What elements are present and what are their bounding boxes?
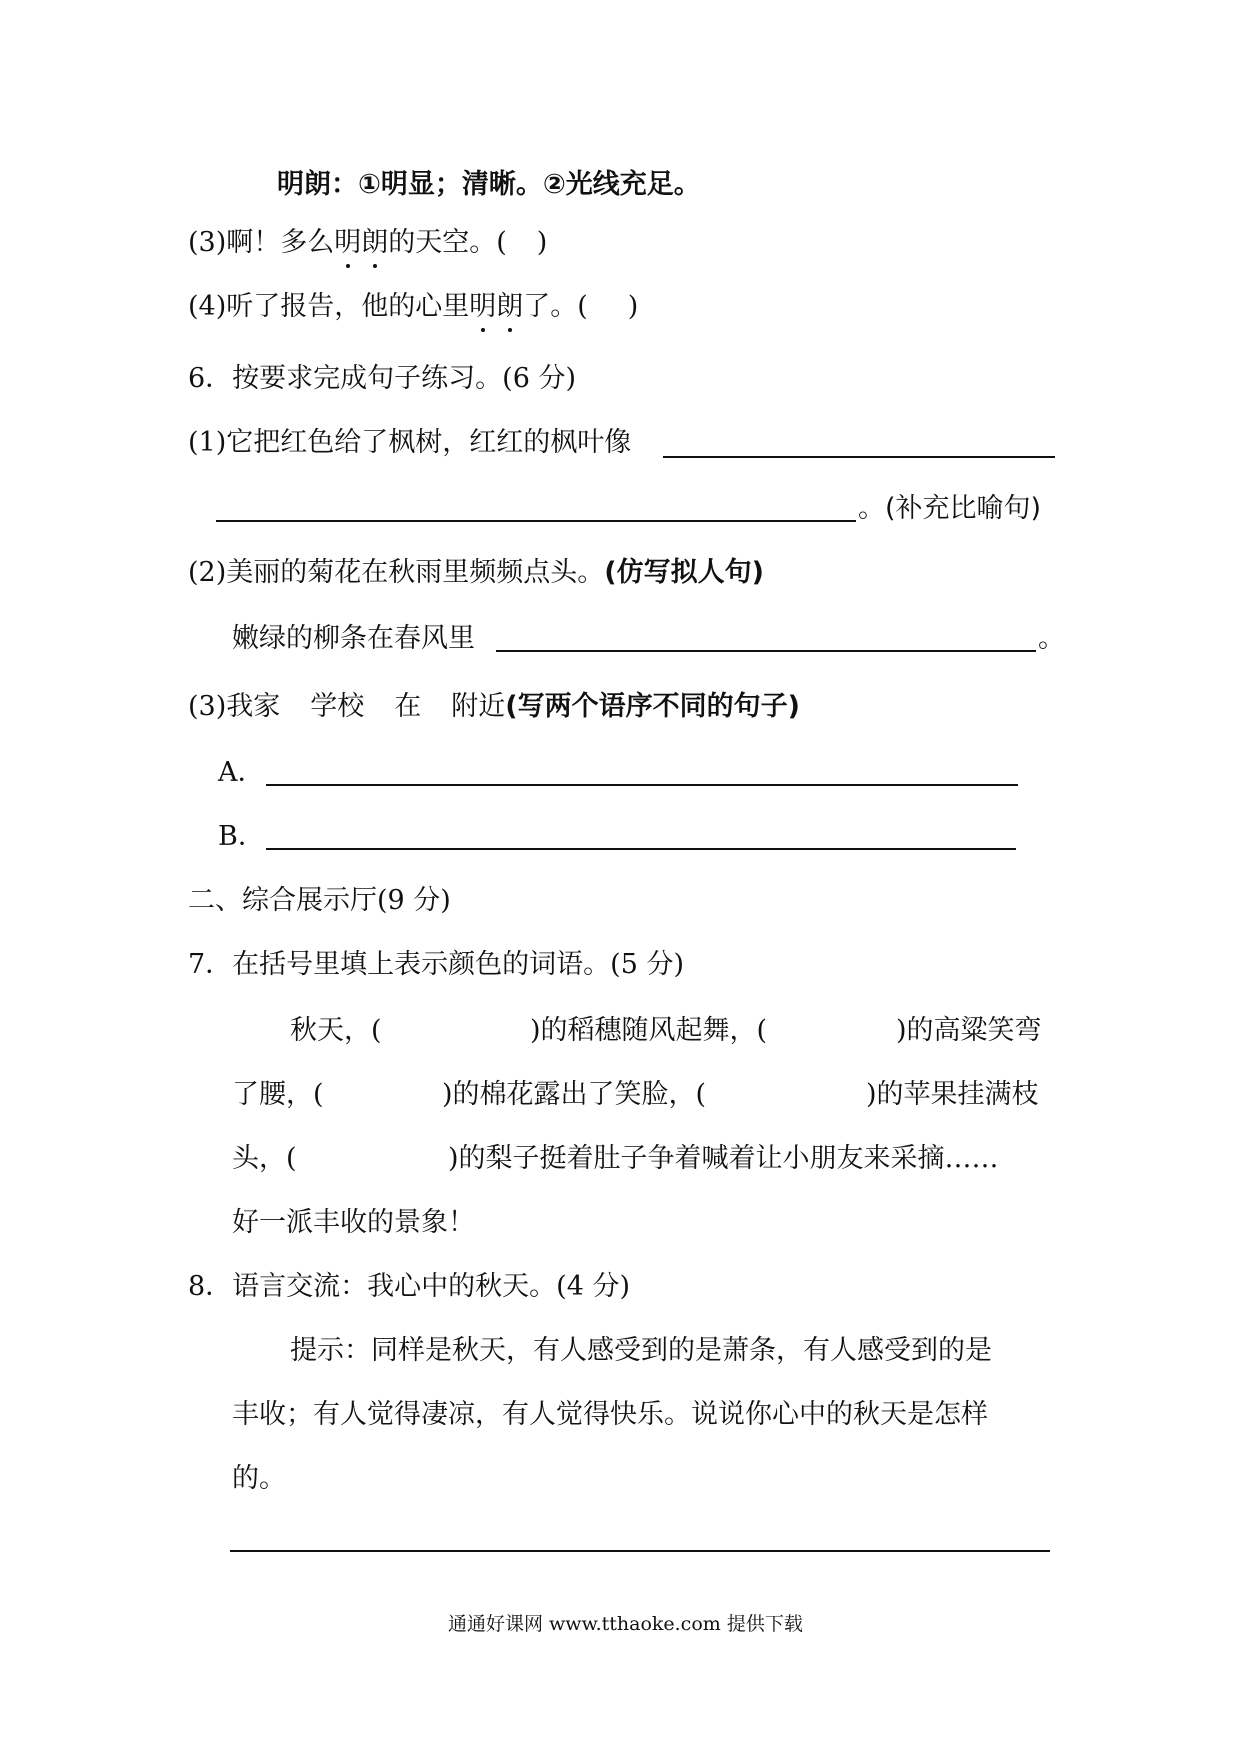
q8-hint-line-1: 提示：同样是秋天，有人感受到的是萧条，有人感受到的是 bbox=[290, 1335, 992, 1366]
q7-line-2b: )的棉花露出了笑脸，( bbox=[442, 1079, 707, 1110]
definition-term: 明朗： bbox=[277, 169, 358, 200]
q6-sentence-3-note: (写两个语序不同的句子) bbox=[505, 691, 800, 722]
answer-paren-close: ) bbox=[627, 291, 639, 322]
question-3-line bbox=[188, 226, 547, 260]
answer-blank-q8[interactable] bbox=[230, 1550, 1050, 1552]
definition-meanings: ①明显；清晰。②光线充足。 bbox=[358, 169, 701, 200]
q7-line-4: 好一派丰收的景象！ bbox=[232, 1207, 475, 1238]
section-2-title: 二、综合展示厅(9 分) bbox=[188, 885, 451, 916]
q7-line-3b: )的梨子挺着肚子争着喊着让小朋友来采摘…… bbox=[448, 1143, 999, 1174]
answer-paren-close: ) bbox=[536, 227, 548, 258]
question-6-title: 6．按要求完成句子练习。(6 分) bbox=[188, 363, 577, 394]
q7-line-3a: 头，( bbox=[232, 1143, 297, 1174]
definition-line bbox=[277, 168, 701, 202]
q6-sentence-1-note: 。(补充比喻句) bbox=[858, 493, 1042, 524]
q8-hint-line-2: 丰收；有人觉得凄凉，有人觉得快乐。说说你心中的秋天是怎样 bbox=[232, 1399, 988, 1430]
word-card: 附近 bbox=[451, 691, 506, 722]
q7-line-2a: 了腰，( bbox=[232, 1079, 324, 1110]
answer-label-b: B． bbox=[218, 821, 265, 852]
word-card: 在 bbox=[394, 691, 422, 722]
word-card: 学校 bbox=[310, 691, 365, 722]
q6-sentence-3-line bbox=[188, 690, 800, 724]
question-3-prefix: (3)啊！多么 bbox=[188, 227, 335, 258]
question-4-line bbox=[188, 290, 638, 324]
answer-blank-a[interactable] bbox=[266, 784, 1018, 786]
q7-line-2c: )的苹果挂满枝 bbox=[866, 1079, 1039, 1110]
answer-blank-2[interactable] bbox=[496, 650, 1036, 652]
question-4-prefix: (4)听了报告，他的心里 bbox=[188, 291, 470, 322]
footer-text: 通通好课网 www.tthaoke.com 提供下载 bbox=[448, 1613, 803, 1635]
word-card: (3)我家 bbox=[188, 691, 281, 722]
emphasized-char: 朗 bbox=[496, 291, 524, 322]
q7-line-1b: )的稻穗随风起舞，( bbox=[530, 1015, 768, 1046]
q8-hint-line-3: 的。 bbox=[232, 1463, 286, 1494]
q6-sentence-2-prefix: 嫩绿的柳条在春风里 bbox=[232, 623, 475, 654]
q6-sentence-2-line bbox=[188, 556, 764, 590]
q6-sentence-2-end: 。 bbox=[1038, 623, 1065, 654]
answer-label-a: A． bbox=[218, 757, 265, 788]
q6-sentence-1-prefix: (1)它把红色给了枫树，红红的枫叶像 bbox=[188, 427, 632, 458]
emphasized-char: 朗 bbox=[361, 227, 389, 258]
question-4-suffix: 了。( bbox=[523, 291, 588, 322]
answer-blank-1b[interactable] bbox=[216, 520, 856, 522]
question-7-title: 7．在括号里填上表示颜色的词语。(5 分) bbox=[188, 949, 685, 980]
q7-line-1a: 秋天，( bbox=[290, 1015, 382, 1046]
question-3-suffix: 的天空。( bbox=[388, 227, 507, 258]
question-8-title: 8．语言交流：我心中的秋天。(4 分) bbox=[188, 1271, 631, 1302]
answer-blank-b[interactable] bbox=[266, 848, 1016, 850]
q7-line-1c: )的高粱笑弯 bbox=[896, 1015, 1042, 1046]
q6-sentence-2-text: (2)美丽的菊花在秋雨里频频点头。 bbox=[188, 557, 605, 588]
answer-blank-1a[interactable] bbox=[663, 456, 1055, 458]
emphasized-char: 明 bbox=[469, 291, 497, 322]
q6-sentence-2-note: (仿写拟人句) bbox=[604, 557, 764, 588]
emphasized-char: 明 bbox=[334, 227, 362, 258]
